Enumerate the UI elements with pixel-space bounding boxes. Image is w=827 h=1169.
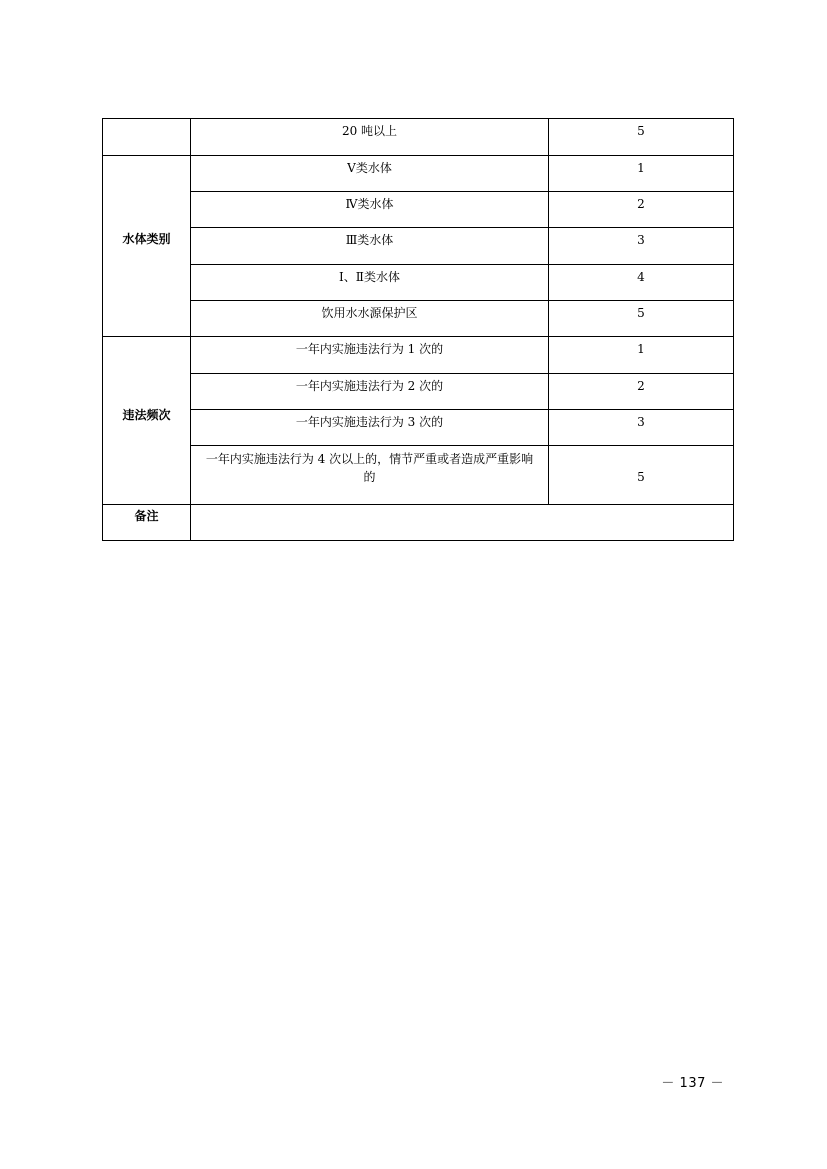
table-row: [103, 228, 734, 265]
description-cell: [191, 410, 549, 446]
description-text: Ⅰ、Ⅱ类水体: [339, 270, 400, 284]
description-text: Ⅳ类水体: [345, 197, 394, 211]
category-remarks: [103, 505, 191, 541]
score-cell: [549, 228, 734, 265]
description-text: 一年内实施违法行为 1 次的: [295, 342, 444, 356]
table-row: [103, 374, 734, 410]
description-cell: [191, 301, 549, 337]
table-row: [103, 410, 734, 446]
description-cell: [191, 192, 549, 228]
score-cell: [549, 410, 734, 446]
description-text: Ⅴ类水体: [347, 161, 392, 175]
table-row: [103, 446, 734, 505]
score-text: 5: [637, 306, 645, 320]
category-label: 水体类别: [122, 232, 171, 246]
description-cell: [191, 265, 549, 301]
category-violation-frequency: [103, 337, 191, 505]
score-cell: [549, 156, 734, 192]
description-cell: [191, 228, 549, 265]
remarks-value-cell: [191, 505, 734, 541]
description-text: 饮用水水源保护区: [321, 306, 418, 320]
category-water-type: [103, 156, 191, 337]
description-cell: [191, 374, 549, 410]
table-row: [103, 156, 734, 192]
table-row: [103, 301, 734, 337]
table-row: [103, 337, 734, 374]
description-text: 一年内实施违法行为 3 次的: [295, 415, 444, 429]
score-text: 3: [637, 233, 645, 247]
score-cell: [549, 301, 734, 337]
score-text: 1: [637, 161, 645, 175]
score-cell: [549, 337, 734, 374]
table-row: [103, 192, 734, 228]
scoring-table: [102, 118, 734, 541]
score-text: 2: [637, 379, 645, 393]
description-cell: [191, 446, 549, 505]
score-cell: [549, 119, 734, 156]
score-text: 1: [637, 342, 645, 356]
description-text: 20 吨以上: [341, 124, 398, 138]
description-text: 一年内实施违法行为 4 次以上的，情节严重或者造成严重影响的: [205, 452, 534, 484]
category-label: 备注: [134, 509, 159, 523]
category-label: 违法频次: [122, 407, 171, 422]
score-cell: [549, 192, 734, 228]
description-text: 一年内实施违法行为 2 次的: [295, 379, 444, 393]
table-row: [103, 265, 734, 301]
score-text: 3: [637, 415, 645, 429]
score-cell: [549, 374, 734, 410]
page-number: － 137 －: [661, 1076, 724, 1091]
description-cell: [191, 156, 549, 192]
description-text: Ⅲ类水体: [345, 233, 394, 247]
description-cell: [191, 337, 549, 374]
score-text: 5: [637, 469, 645, 484]
table-row: [103, 119, 734, 156]
score-text: 5: [637, 124, 645, 138]
score-cell: [549, 265, 734, 301]
score-text: 2: [637, 197, 645, 211]
score-cell: [549, 446, 734, 505]
score-text: 4: [637, 270, 645, 284]
table-row: [103, 505, 734, 541]
description-cell: [191, 119, 549, 156]
category-cell-empty: [103, 119, 191, 156]
